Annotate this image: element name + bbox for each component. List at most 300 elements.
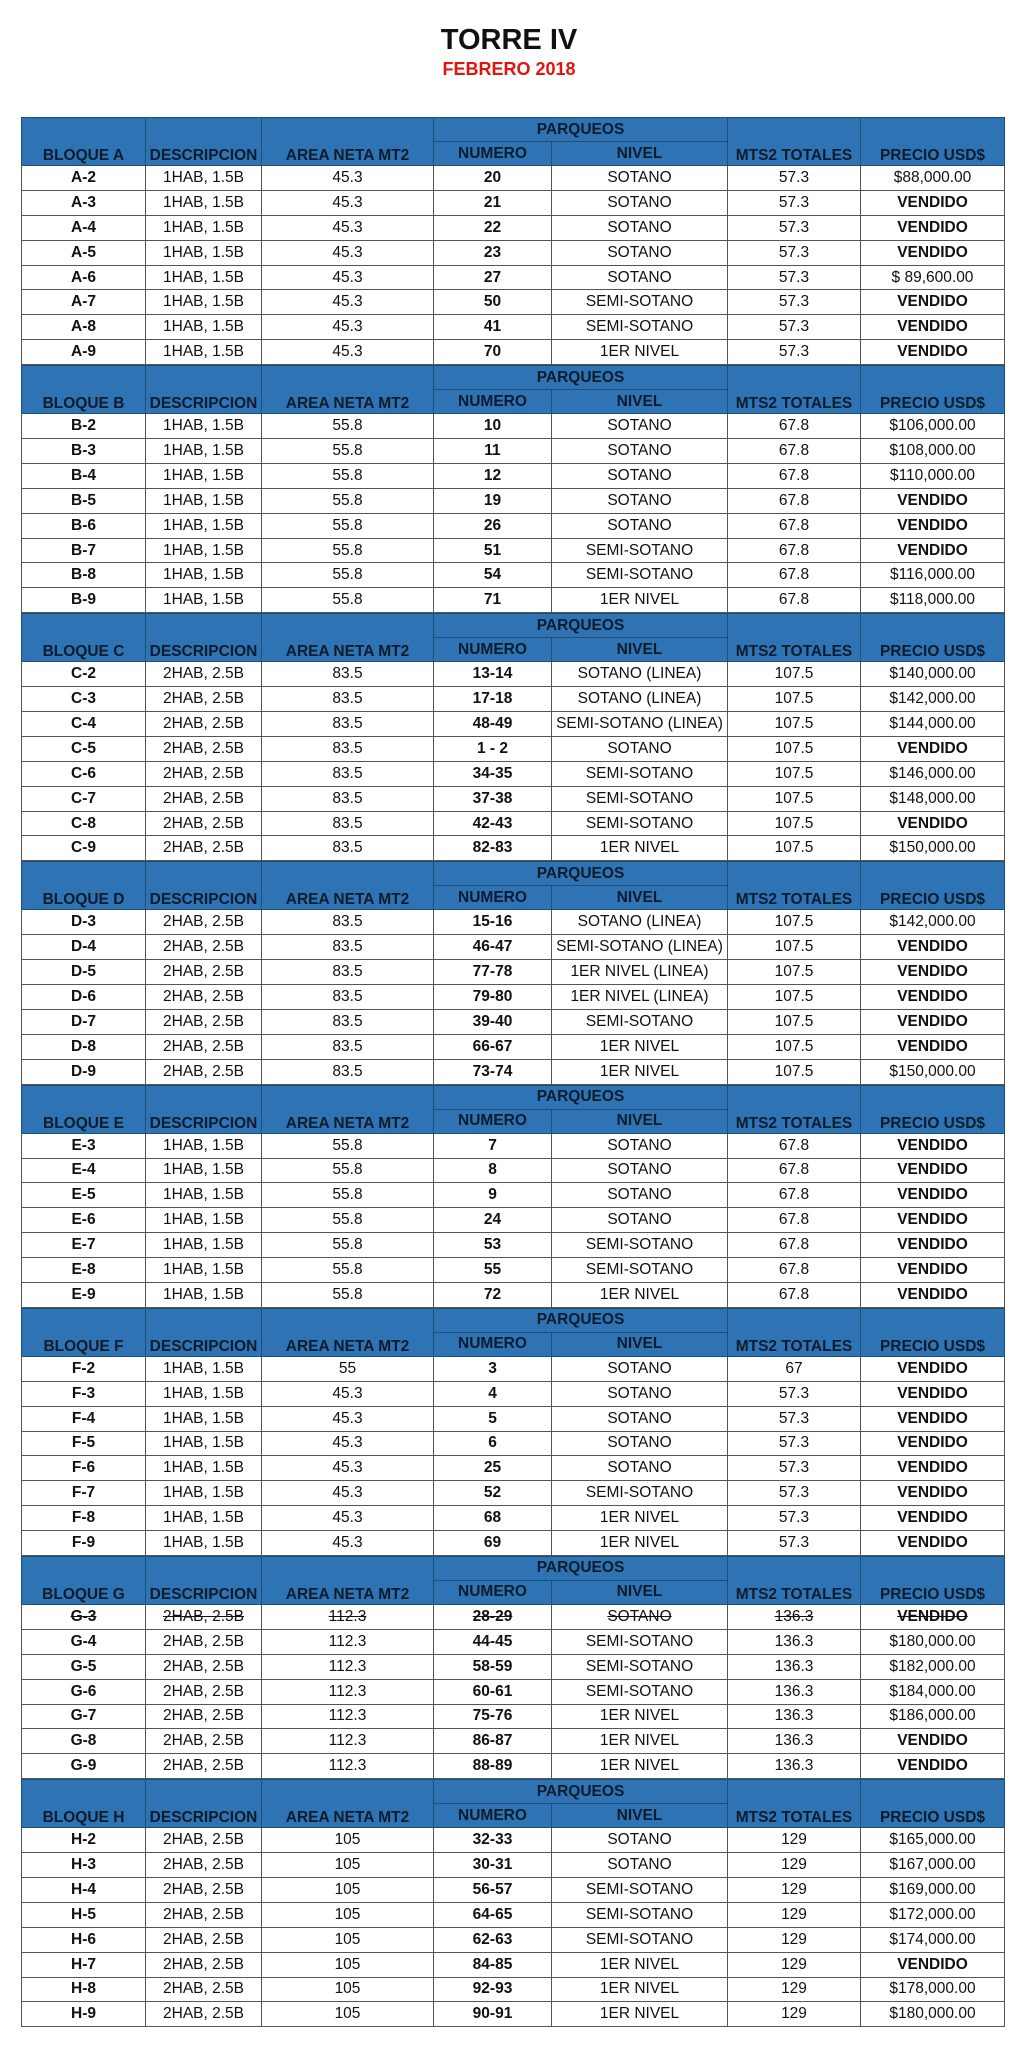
unit-row	[22, 1456, 1005, 1481]
unit-row	[22, 1381, 1005, 1406]
unit-precio: VENDIDO	[861, 1406, 1005, 1431]
unit-mts2: 129	[728, 1853, 861, 1878]
unit-id: C-8	[22, 811, 146, 836]
unit-parqueo-nivel: SOTANO	[552, 513, 728, 538]
unit-row	[22, 166, 1005, 191]
unit-parqueo-numero: 92-93	[434, 1977, 552, 2002]
precio-header: PRECIO USD$	[861, 118, 1005, 166]
unit-row	[22, 786, 1005, 811]
unit-parqueo-nivel: 1ER NIVEL	[552, 1282, 728, 1307]
unit-row	[22, 414, 1005, 439]
unit-descripcion: 1HAB, 1.5B	[146, 488, 262, 513]
unit-precio: $106,000.00	[861, 414, 1005, 439]
unit-descripcion: 1HAB, 1.5B	[146, 1431, 262, 1456]
unit-mts2: 107.5	[728, 662, 861, 687]
unit-parqueo-nivel: SOTANO	[552, 215, 728, 240]
unit-id: C-6	[22, 761, 146, 786]
nivel-header: NIVEL	[552, 1580, 728, 1604]
area-header: AREA NETA MT2	[262, 1780, 434, 1828]
unit-area: 55.8	[262, 1158, 434, 1183]
unit-row	[22, 761, 1005, 786]
unit-descripcion: 2HAB, 2.5B	[146, 1977, 262, 2002]
unit-precio: VENDIDO	[861, 215, 1005, 240]
block-name-header: BLOQUE F	[22, 1308, 146, 1356]
unit-parqueo-numero: 4	[434, 1381, 552, 1406]
unit-parqueo-numero: 51	[434, 538, 552, 563]
unit-parqueo-nivel: 1ER NIVEL	[552, 1059, 728, 1084]
unit-precio: $180,000.00	[861, 1629, 1005, 1654]
unit-precio: $180,000.00	[861, 2002, 1005, 2027]
unit-parqueo-nivel: SOTANO	[552, 1828, 728, 1853]
unit-precio: VENDIDO	[861, 1604, 1005, 1629]
unit-area: 83.5	[262, 687, 434, 712]
unit-descripcion: 1HAB, 1.5B	[146, 1183, 262, 1208]
unit-row	[22, 1009, 1005, 1034]
unit-precio: $182,000.00	[861, 1654, 1005, 1679]
unit-parqueo-numero: 28-29	[434, 1604, 552, 1629]
unit-descripcion: 2HAB, 2.5B	[146, 1059, 262, 1084]
area-header: AREA NETA MT2	[262, 1556, 434, 1604]
unit-precio: VENDIDO	[861, 1233, 1005, 1258]
unit-row	[22, 1629, 1005, 1654]
mts2-header: MTS2 TOTALES	[728, 862, 861, 910]
area-header: AREA NETA MT2	[262, 614, 434, 662]
unit-id: D-6	[22, 985, 146, 1010]
unit-id: C-4	[22, 712, 146, 737]
unit-id: G-5	[22, 1654, 146, 1679]
unit-mts2: 107.5	[728, 712, 861, 737]
precio-header: PRECIO USD$	[861, 862, 1005, 910]
unit-parqueo-nivel: SOTANO	[552, 1406, 728, 1431]
descripcion-header: DESCRIPCION	[146, 1556, 262, 1604]
unit-id: A-2	[22, 166, 146, 191]
unit-precio: $186,000.00	[861, 1704, 1005, 1729]
unit-row	[22, 1902, 1005, 1927]
unit-mts2: 107.5	[728, 786, 861, 811]
unit-area: 83.5	[262, 811, 434, 836]
unit-area: 55.8	[262, 463, 434, 488]
unit-descripcion: 2HAB, 2.5B	[146, 1927, 262, 1952]
descripcion-header: DESCRIPCION	[146, 118, 262, 166]
area-header: AREA NETA MT2	[262, 366, 434, 414]
unit-row	[22, 1952, 1005, 1977]
numero-header: NUMERO	[434, 1580, 552, 1604]
unit-parqueo-numero: 90-91	[434, 2002, 552, 2027]
unit-mts2: 129	[728, 2002, 861, 2027]
unit-descripcion: 2HAB, 2.5B	[146, 662, 262, 687]
unit-area: 83.5	[262, 786, 434, 811]
block-name-header: BLOQUE B	[22, 366, 146, 414]
unit-parqueo-nivel: SOTANO	[552, 1133, 728, 1158]
unit-row	[22, 1034, 1005, 1059]
unit-row	[22, 439, 1005, 464]
unit-descripcion: 2HAB, 2.5B	[146, 1902, 262, 1927]
unit-row	[22, 1356, 1005, 1381]
unit-parqueo-numero: 1 - 2	[434, 736, 552, 761]
unit-area: 112.3	[262, 1729, 434, 1754]
unit-parqueo-nivel: 1ER NIVEL	[552, 1952, 728, 1977]
unit-parqueo-numero: 24	[434, 1208, 552, 1233]
unit-descripcion: 2HAB, 2.5B	[146, 836, 262, 861]
block-table	[21, 1556, 1005, 1779]
unit-parqueo-nivel: SOTANO	[552, 736, 728, 761]
unit-precio: VENDIDO	[861, 1506, 1005, 1531]
unit-id: G-7	[22, 1704, 146, 1729]
unit-mts2: 107.5	[728, 985, 861, 1010]
unit-row	[22, 1729, 1005, 1754]
unit-area: 45.3	[262, 1381, 434, 1406]
unit-precio: VENDIDO	[861, 960, 1005, 985]
unit-precio: $144,000.00	[861, 712, 1005, 737]
unit-descripcion: 2HAB, 2.5B	[146, 786, 262, 811]
unit-area: 105	[262, 1853, 434, 1878]
unit-row	[22, 1133, 1005, 1158]
precio-header: PRECIO USD$	[861, 1308, 1005, 1356]
unit-parqueo-nivel: 1ER NIVEL	[552, 836, 728, 861]
unit-area: 45.3	[262, 1406, 434, 1431]
unit-area: 45.3	[262, 190, 434, 215]
unit-row	[22, 1531, 1005, 1556]
nivel-header: NIVEL	[552, 390, 728, 414]
block-table	[21, 1779, 1005, 2027]
unit-id: E-3	[22, 1133, 146, 1158]
unit-parqueo-nivel: SEMI-SOTANO	[552, 538, 728, 563]
unit-parqueo-nivel: SEMI-SOTANO (LINEA)	[552, 935, 728, 960]
unit-mts2: 57.3	[728, 1406, 861, 1431]
unit-descripcion: 2HAB, 2.5B	[146, 811, 262, 836]
unit-row	[22, 1406, 1005, 1431]
unit-id: C-5	[22, 736, 146, 761]
unit-descripcion: 2HAB, 2.5B	[146, 687, 262, 712]
unit-parqueo-nivel: 1ER NIVEL	[552, 340, 728, 365]
unit-area: 83.5	[262, 1059, 434, 1084]
unit-row	[22, 836, 1005, 861]
unit-descripcion: 2HAB, 2.5B	[146, 935, 262, 960]
unit-descripcion: 2HAB, 2.5B	[146, 1009, 262, 1034]
unit-descripcion: 2HAB, 2.5B	[146, 910, 262, 935]
unit-id: H-8	[22, 1977, 146, 2002]
unit-mts2: 67.8	[728, 1133, 861, 1158]
nivel-header: NIVEL	[552, 1109, 728, 1133]
unit-area: 83.5	[262, 935, 434, 960]
unit-id: G-9	[22, 1754, 146, 1779]
unit-id: H-7	[22, 1952, 146, 1977]
unit-precio: VENDIDO	[861, 513, 1005, 538]
unit-parqueo-nivel: SEMI-SOTANO	[552, 811, 728, 836]
unit-row	[22, 712, 1005, 737]
mts2-header: MTS2 TOTALES	[728, 1556, 861, 1604]
descripcion-header: DESCRIPCION	[146, 1308, 262, 1356]
unit-id: G-4	[22, 1629, 146, 1654]
unit-descripcion: 1HAB, 1.5B	[146, 1456, 262, 1481]
unit-descripcion: 1HAB, 1.5B	[146, 290, 262, 315]
nivel-header: NIVEL	[552, 142, 728, 166]
unit-parqueo-numero: 75-76	[434, 1704, 552, 1729]
unit-parqueo-numero: 68	[434, 1506, 552, 1531]
unit-parqueo-numero: 46-47	[434, 935, 552, 960]
parqueos-header: PARQUEOS	[434, 118, 728, 142]
unit-mts2: 107.5	[728, 687, 861, 712]
unit-precio: $118,000.00	[861, 588, 1005, 613]
unit-descripcion: 2HAB, 2.5B	[146, 1629, 262, 1654]
unit-area: 105	[262, 2002, 434, 2027]
unit-parqueo-numero: 55	[434, 1258, 552, 1283]
unit-parqueo-numero: 37-38	[434, 786, 552, 811]
unit-area: 55.8	[262, 1133, 434, 1158]
unit-precio: VENDIDO	[861, 736, 1005, 761]
unit-parqueo-nivel: 1ER NIVEL	[552, 1506, 728, 1531]
unit-descripcion: 2HAB, 2.5B	[146, 1754, 262, 1779]
unit-id: A-7	[22, 290, 146, 315]
unit-row	[22, 315, 1005, 340]
unit-parqueo-numero: 34-35	[434, 761, 552, 786]
unit-mts2: 67.8	[728, 563, 861, 588]
unit-parqueo-nivel: SOTANO	[552, 240, 728, 265]
unit-precio: $184,000.00	[861, 1679, 1005, 1704]
unit-area: 55	[262, 1356, 434, 1381]
unit-id: B-9	[22, 588, 146, 613]
unit-mts2: 107.5	[728, 736, 861, 761]
unit-parqueo-nivel: 1ER NIVEL	[552, 1729, 728, 1754]
unit-row	[22, 985, 1005, 1010]
unit-descripcion: 2HAB, 2.5B	[146, 985, 262, 1010]
unit-area: 83.5	[262, 910, 434, 935]
unit-mts2: 67.8	[728, 1208, 861, 1233]
unit-precio: $88,000.00	[861, 166, 1005, 191]
unit-mts2: 129	[728, 1828, 861, 1853]
unit-mts2: 107.5	[728, 1059, 861, 1084]
unit-area: 83.5	[262, 1009, 434, 1034]
unit-area: 45.3	[262, 1531, 434, 1556]
unit-descripcion: 1HAB, 1.5B	[146, 190, 262, 215]
unit-row	[22, 1208, 1005, 1233]
unit-row	[22, 290, 1005, 315]
unit-parqueo-numero: 64-65	[434, 1902, 552, 1927]
unit-descripcion: 1HAB, 1.5B	[146, 265, 262, 290]
unit-precio: VENDIDO	[861, 290, 1005, 315]
unit-mts2: 57.3	[728, 1431, 861, 1456]
unit-mts2: 57.3	[728, 1531, 861, 1556]
unit-row	[22, 2002, 1005, 2027]
unit-area: 55.8	[262, 1282, 434, 1307]
unit-row	[22, 488, 1005, 513]
unit-precio: VENDIDO	[861, 1183, 1005, 1208]
unit-row	[22, 1604, 1005, 1629]
block-name-header: BLOQUE C	[22, 614, 146, 662]
unit-parqueo-nivel: 1ER NIVEL	[552, 1034, 728, 1059]
unit-id: H-5	[22, 1902, 146, 1927]
unit-id: A-8	[22, 315, 146, 340]
unit-descripcion: 1HAB, 1.5B	[146, 240, 262, 265]
unit-mts2: 67	[728, 1356, 861, 1381]
unit-parqueo-nivel: SEMI-SOTANO	[552, 1927, 728, 1952]
unit-precio: VENDIDO	[861, 1208, 1005, 1233]
area-header: AREA NETA MT2	[262, 118, 434, 166]
unit-parqueo-nivel: SOTANO	[552, 1158, 728, 1183]
parqueos-header: PARQUEOS	[434, 1085, 728, 1109]
descripcion-header: DESCRIPCION	[146, 366, 262, 414]
unit-id: F-5	[22, 1431, 146, 1456]
numero-header: NUMERO	[434, 886, 552, 910]
unit-id: G-6	[22, 1679, 146, 1704]
unit-precio: VENDIDO	[861, 1381, 1005, 1406]
unit-area: 45.3	[262, 1506, 434, 1531]
unit-precio: $140,000.00	[861, 662, 1005, 687]
unit-id: E-9	[22, 1282, 146, 1307]
unit-mts2: 67.8	[728, 1233, 861, 1258]
unit-row	[22, 1282, 1005, 1307]
unit-parqueo-nivel: SEMI-SOTANO	[552, 315, 728, 340]
unit-parqueo-numero: 32-33	[434, 1828, 552, 1853]
unit-descripcion: 2HAB, 2.5B	[146, 1034, 262, 1059]
unit-row	[22, 1754, 1005, 1779]
unit-descripcion: 1HAB, 1.5B	[146, 315, 262, 340]
unit-mts2: 57.3	[728, 290, 861, 315]
unit-precio: $178,000.00	[861, 1977, 1005, 2002]
unit-descripcion: 1HAB, 1.5B	[146, 340, 262, 365]
unit-mts2: 67.8	[728, 1282, 861, 1307]
unit-precio: $174,000.00	[861, 1927, 1005, 1952]
unit-mts2: 136.3	[728, 1604, 861, 1629]
nivel-header: NIVEL	[552, 886, 728, 910]
unit-id: F-9	[22, 1531, 146, 1556]
unit-parqueo-numero: 73-74	[434, 1059, 552, 1084]
unit-id: D-5	[22, 960, 146, 985]
unit-area: 105	[262, 1977, 434, 2002]
unit-row	[22, 1431, 1005, 1456]
unit-descripcion: 1HAB, 1.5B	[146, 414, 262, 439]
unit-id: F-2	[22, 1356, 146, 1381]
unit-parqueo-numero: 7	[434, 1133, 552, 1158]
unit-precio: VENDIDO	[861, 1481, 1005, 1506]
nivel-header: NIVEL	[552, 1332, 728, 1356]
unit-id: H-9	[22, 2002, 146, 2027]
unit-parqueo-nivel: 1ER NIVEL	[552, 1754, 728, 1779]
unit-parqueo-numero: 60-61	[434, 1679, 552, 1704]
parqueos-header: PARQUEOS	[434, 862, 728, 886]
precio-header: PRECIO USD$	[861, 614, 1005, 662]
unit-precio: $108,000.00	[861, 439, 1005, 464]
unit-precio: VENDIDO	[861, 1158, 1005, 1183]
unit-parqueo-numero: 66-67	[434, 1034, 552, 1059]
unit-row	[22, 1506, 1005, 1531]
unit-mts2: 129	[728, 1877, 861, 1902]
page-title: TORRE IV	[440, 24, 578, 56]
parqueos-header: PARQUEOS	[434, 614, 728, 638]
unit-id: A-5	[22, 240, 146, 265]
unit-mts2: 57.3	[728, 240, 861, 265]
mts2-header: MTS2 TOTALES	[728, 1780, 861, 1828]
unit-id: H-3	[22, 1853, 146, 1878]
unit-id: D-4	[22, 935, 146, 960]
unit-precio: $116,000.00	[861, 563, 1005, 588]
unit-descripcion: 2HAB, 2.5B	[146, 1952, 262, 1977]
unit-row	[22, 190, 1005, 215]
block-table	[21, 117, 1005, 365]
unit-mts2: 107.5	[728, 836, 861, 861]
unit-descripcion: 1HAB, 1.5B	[146, 1406, 262, 1431]
unit-descripcion: 2HAB, 2.5B	[146, 1877, 262, 1902]
unit-id: F-3	[22, 1381, 146, 1406]
unit-id: B-8	[22, 563, 146, 588]
unit-row	[22, 736, 1005, 761]
parqueos-header: PARQUEOS	[434, 366, 728, 390]
unit-area: 83.5	[262, 761, 434, 786]
unit-mts2: 129	[728, 1902, 861, 1927]
unit-parqueo-numero: 11	[434, 439, 552, 464]
numero-header: NUMERO	[434, 390, 552, 414]
unit-descripcion: 2HAB, 2.5B	[146, 2002, 262, 2027]
unit-precio: VENDIDO	[861, 488, 1005, 513]
unit-precio: $146,000.00	[861, 761, 1005, 786]
unit-id: E-7	[22, 1233, 146, 1258]
unit-id: G-8	[22, 1729, 146, 1754]
unit-row	[22, 935, 1005, 960]
unit-id: F-6	[22, 1456, 146, 1481]
unit-precio: VENDIDO	[861, 935, 1005, 960]
unit-mts2: 57.3	[728, 190, 861, 215]
unit-mts2: 136.3	[728, 1654, 861, 1679]
unit-mts2: 67.8	[728, 1158, 861, 1183]
unit-descripcion: 1HAB, 1.5B	[146, 1208, 262, 1233]
unit-parqueo-numero: 62-63	[434, 1927, 552, 1952]
unit-descripcion: 2HAB, 2.5B	[146, 1654, 262, 1679]
unit-area: 55.8	[262, 1208, 434, 1233]
unit-mts2: 136.3	[728, 1629, 861, 1654]
unit-row	[22, 1158, 1005, 1183]
unit-precio: VENDIDO	[861, 1754, 1005, 1779]
unit-area: 55.8	[262, 588, 434, 613]
unit-parqueo-numero: 19	[434, 488, 552, 513]
unit-parqueo-nivel: SOTANO (LINEA)	[552, 687, 728, 712]
unit-parqueo-nivel: SOTANO	[552, 1604, 728, 1629]
unit-row	[22, 1853, 1005, 1878]
unit-parqueo-numero: 52	[434, 1481, 552, 1506]
unit-area: 45.3	[262, 240, 434, 265]
unit-parqueo-nivel: SEMI-SOTANO	[552, 1233, 728, 1258]
unit-mts2: 57.3	[728, 265, 861, 290]
unit-mts2: 107.5	[728, 935, 861, 960]
unit-row	[22, 588, 1005, 613]
unit-parqueo-numero: 5	[434, 1406, 552, 1431]
unit-id: B-5	[22, 488, 146, 513]
parqueos-header: PARQUEOS	[434, 1308, 728, 1332]
numero-header: NUMERO	[434, 1804, 552, 1828]
unit-parqueo-nivel: SOTANO	[552, 1381, 728, 1406]
unit-row	[22, 538, 1005, 563]
unit-parqueo-nivel: SEMI-SOTANO	[552, 1654, 728, 1679]
block-name-header: BLOQUE G	[22, 1556, 146, 1604]
unit-descripcion: 2HAB, 2.5B	[146, 712, 262, 737]
descripcion-header: DESCRIPCION	[146, 614, 262, 662]
unit-id: H-2	[22, 1828, 146, 1853]
numero-header: NUMERO	[434, 1332, 552, 1356]
mts2-header: MTS2 TOTALES	[728, 366, 861, 414]
unit-id: F-4	[22, 1406, 146, 1431]
unit-parqueo-nivel: SOTANO	[552, 439, 728, 464]
unit-parqueo-numero: 82-83	[434, 836, 552, 861]
mts2-header: MTS2 TOTALES	[728, 1308, 861, 1356]
unit-parqueo-nivel: SEMI-SOTANO	[552, 1009, 728, 1034]
block-table	[21, 365, 1005, 613]
unit-area: 105	[262, 1828, 434, 1853]
area-header: AREA NETA MT2	[262, 1308, 434, 1356]
unit-parqueo-nivel: SOTANO	[552, 1431, 728, 1456]
nivel-header: NIVEL	[552, 1804, 728, 1828]
unit-area: 112.3	[262, 1679, 434, 1704]
unit-mts2: 67.8	[728, 1183, 861, 1208]
unit-parqueo-numero: 42-43	[434, 811, 552, 836]
